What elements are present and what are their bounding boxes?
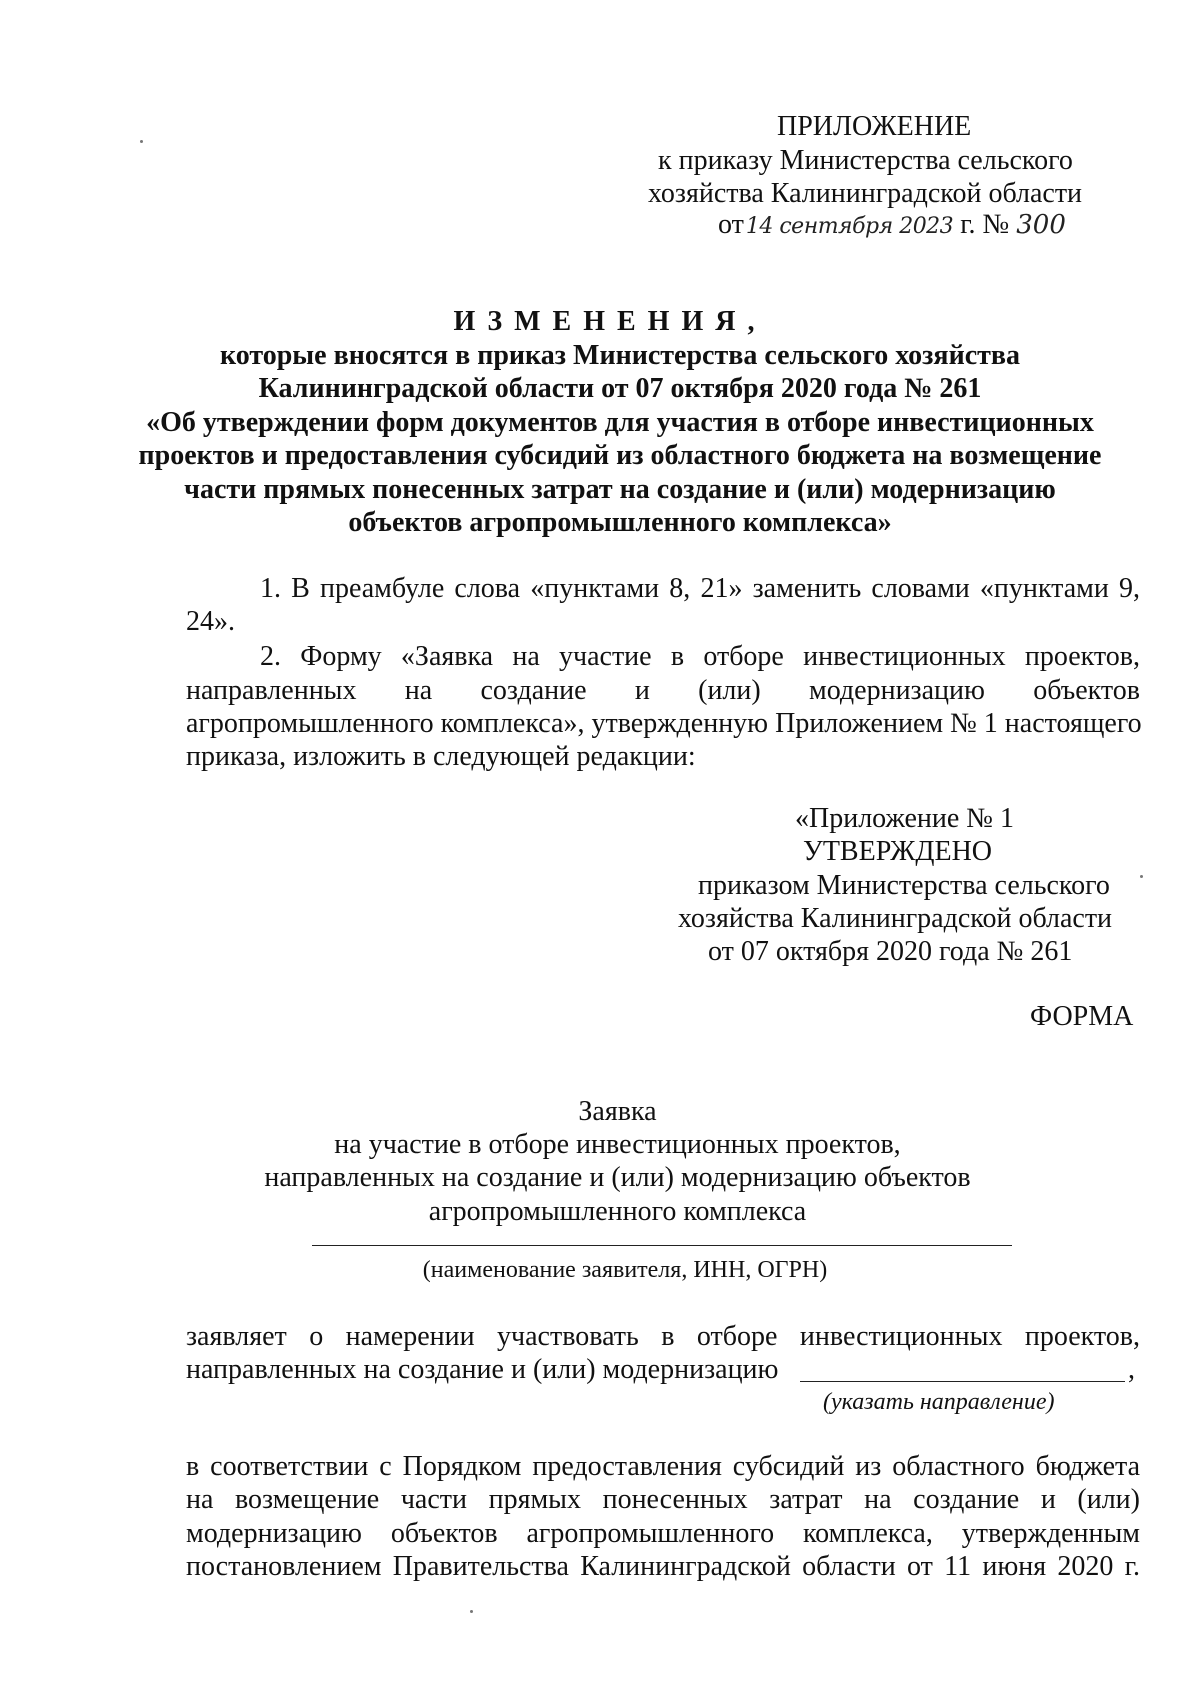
appendix-date-line — [718, 208, 1066, 244]
approval-date-line: от 07 октября 2020 года № 261 — [708, 936, 1073, 967]
applicant-caption: (наименование заявителя, ИНН, ОГРН) — [422, 1257, 828, 1283]
form-label: ФОРМА — [1030, 1001, 1134, 1032]
statement-line-2-text: направленных на создание и (или) модернизацию — [186, 1354, 779, 1385]
date-prefix: от — [718, 209, 744, 240]
applicant-name-line — [312, 1245, 1012, 1246]
changes-heading: ИЗМЕНЕНИЯ, — [453, 306, 767, 337]
heading-line: объектов агропромышленного комплекса» — [348, 507, 892, 538]
conformity-line: постановлением Правительства Калининградской области от 11 июня 2020 г. — [186, 1551, 1140, 1582]
item-1-line: 1. В преамбуле слова «пунктами 8, 21» заменить словами «пунктами 9, — [260, 573, 1140, 604]
approval-ministry-line: хозяйства Калининградской области — [678, 903, 1113, 934]
approval-approved: УТВЕРЖДЕНО — [803, 836, 993, 867]
item-2-line: 2. Форму «Заявка на участие в отборе инвестиционных проектов, — [260, 641, 1140, 672]
scan-speck — [1140, 875, 1143, 878]
appendix-ministry-line: хозяйства Калининградской области — [648, 178, 1083, 209]
scan-speck — [140, 140, 143, 143]
item-2-line: агропромышленного комплекса», утвержденную Приложением № 1 настоящего — [186, 708, 1142, 739]
heading-line: Калининградской области от 07 октября 2020 года № 261 — [258, 373, 982, 404]
approval-appendix-no: «Приложение № 1 — [795, 803, 1014, 834]
application-line: на участие в отборе инвестиционных проектов, — [334, 1129, 901, 1160]
heading-line: проектов и предоставления субсидий из областного бюджета на возмещение — [138, 440, 1102, 471]
conformity-line: на возмещение части прямых понесенных затрат на создание и (или) — [186, 1484, 1140, 1515]
heading-line: которые вносятся в приказ Министерства сельского хозяйства — [219, 340, 1021, 371]
item-2-line: направленных на создание и (или) модернизацию объектов — [186, 675, 1140, 706]
approval-order-line: приказом Министерства сельского — [698, 870, 1110, 901]
handwritten-number: 300 — [1016, 210, 1066, 240]
item-1-line: 24». — [186, 606, 235, 637]
application-line: направленных на создание и (или) модернизацию объектов — [264, 1162, 971, 1193]
scan-speck — [470, 1610, 473, 1613]
item-2-line: приказа, изложить в следующей редакции: — [186, 741, 696, 772]
number-prefix: г. № — [960, 209, 1010, 240]
appendix-title: ПРИЛОЖЕНИЕ — [777, 111, 972, 142]
statement-line-2 — [186, 1353, 778, 1387]
handwritten-date: 14 сентября 2023 — [745, 214, 954, 239]
application-title: Заявка — [578, 1096, 657, 1127]
statement-line: заявляет о намерении участвовать в отборе инвестиционных проектов, — [186, 1321, 1140, 1352]
direction-blank-line — [800, 1381, 1125, 1382]
conformity-line: в соответствии с Порядком предоставления субсидий из областного бюджета — [186, 1451, 1140, 1482]
heading-line: «Об утверждении форм документов для участия в отборе инвестиционных — [146, 407, 1094, 438]
conformity-line: модернизацию объектов агропромышленного комплекса, утвержденным — [186, 1518, 1140, 1549]
heading-line: части прямых понесенных затрат на создание и (или) модернизацию — [184, 474, 1056, 505]
statement-comma: , — [1128, 1354, 1135, 1385]
application-line: агропромышленного комплекса — [428, 1196, 807, 1227]
appendix-order-line: к приказу Министерства сельского — [658, 145, 1073, 176]
direction-caption: (указать направление) — [823, 1389, 1055, 1415]
